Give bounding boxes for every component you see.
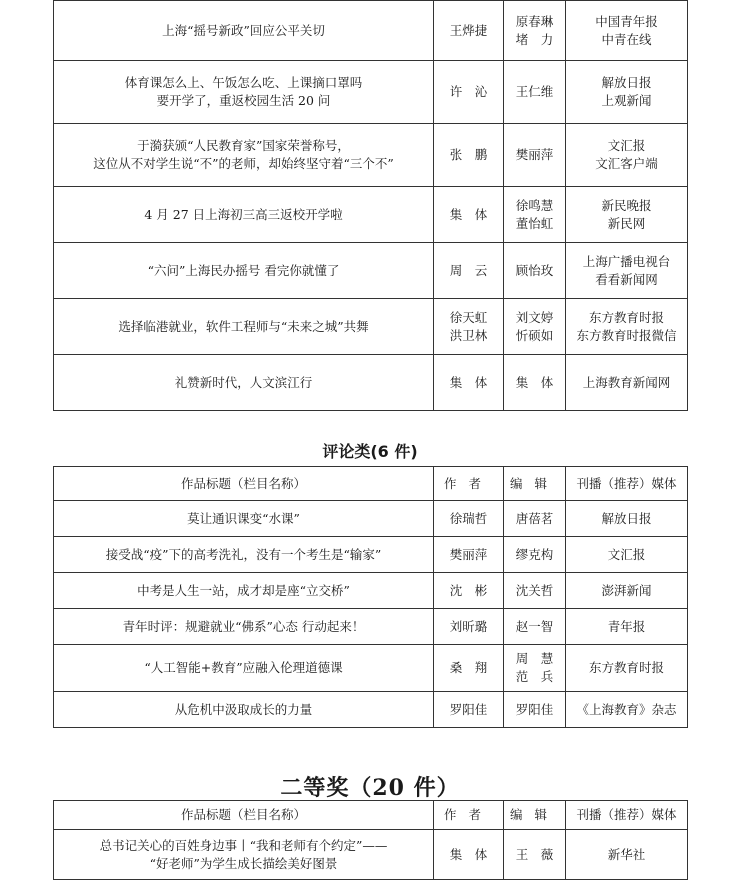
media-line: 上观新闻: [601, 93, 652, 108]
editor-cell: [504, 573, 566, 609]
media-line: 新华社: [607, 846, 646, 862]
author-line: 集 体: [449, 206, 488, 222]
title-line: “六问”上海民办摇号 看完你就懂了: [147, 262, 340, 278]
title-cell: [54, 501, 434, 537]
author-cell: [434, 355, 504, 411]
editor-line: 樊丽萍: [515, 147, 554, 162]
media-cell: [566, 243, 688, 299]
title-cell: [54, 537, 434, 573]
author-line: 集 体: [449, 846, 488, 862]
author-line: 许 沁: [449, 84, 488, 99]
media-line: 澎湃新闻: [601, 582, 652, 598]
media-line: 《上海教育》杂志: [576, 701, 677, 717]
title-line: 这位从不对学生说“不”的老师，却始终坚守着“三个不”: [93, 156, 394, 171]
editor-line: 王 薇: [515, 846, 554, 862]
table-row: [54, 1, 688, 61]
table-row: [54, 355, 688, 411]
commentary-header-row: [54, 467, 688, 501]
author-line: 周 云: [449, 262, 488, 278]
media-cell: [566, 187, 688, 243]
media-line: 上海广播电视台: [582, 253, 671, 269]
media-line: 东方教育时报微信: [576, 327, 677, 343]
editor-cell: [504, 1, 566, 61]
editor-cell: [504, 645, 566, 692]
editor-line: 范 兵: [515, 669, 554, 684]
title-line: 莫让通识课变“水课”: [187, 510, 300, 526]
author-cell: [434, 124, 504, 187]
media-line: 新民网: [607, 215, 646, 231]
top-news-table: [53, 0, 688, 411]
media-cell: [566, 355, 688, 411]
author-cell: [434, 609, 504, 645]
media-cell: [566, 645, 688, 692]
media-line: 青年报: [607, 618, 646, 634]
title-cell: [54, 609, 434, 645]
title-cell: [54, 243, 434, 299]
author-line: 洪卫林: [449, 327, 488, 343]
editor-cell: [504, 124, 566, 187]
editor-line: 赵一智: [515, 618, 554, 634]
title-line: 要开学了，重返校园生活 20 问: [156, 93, 331, 108]
media-cell: [566, 1, 688, 61]
table-row: [54, 61, 688, 124]
media-cell: [566, 501, 688, 537]
media-line: 上海教育新闻网: [582, 374, 671, 390]
commentary-table-body: [54, 501, 688, 728]
author-cell: [434, 692, 504, 728]
media-line: 文汇客户端: [595, 156, 658, 171]
title-line: 选择临港就业，软件工程师与“未来之城”共舞: [118, 318, 369, 334]
media-line: 看看新闻网: [595, 271, 658, 287]
media-line: 东方教育时报: [588, 309, 664, 325]
media-line: 东方教育时报: [588, 660, 664, 675]
author-line: 张 鹏: [449, 147, 488, 162]
author-cell: [434, 537, 504, 573]
title-cell: [54, 187, 434, 243]
author-cell: [434, 299, 504, 355]
table-row: [54, 609, 688, 645]
media-cell: [566, 537, 688, 573]
title-line: 青年时评：规避就业“佛系”心态 行动起来！: [122, 618, 365, 634]
author-cell: [434, 1, 504, 61]
media-line: 中青在线: [601, 31, 652, 47]
media-line: 解放日报: [601, 510, 652, 526]
top-table-body: [54, 1, 688, 411]
second-prize-header-row: [54, 801, 688, 830]
media-cell: [566, 299, 688, 355]
editor-line: 忻硕如: [515, 327, 554, 343]
media-cell: [566, 609, 688, 645]
editor-line: 顾怡玫: [515, 262, 554, 278]
title-line: 于漪获颁“人民教育家”国家荣誉称号，: [137, 138, 350, 153]
author-cell: [434, 187, 504, 243]
author-line: 樊丽萍: [449, 546, 488, 562]
title-line: 上海“摇号新政”回应公平关切: [162, 22, 325, 38]
header-title-cell: 作品标题（栏目名称）: [54, 801, 434, 830]
editor-line: 唐蓓茗: [515, 510, 554, 526]
editor-cell: [504, 501, 566, 537]
title-cell: [54, 573, 434, 609]
title-line: 接受战“疫”下的高考洗礼，没有一个考生是“输家”: [105, 546, 382, 562]
header-author-cell: 作者: [434, 801, 504, 830]
table-row: [54, 299, 688, 355]
editor-cell: [504, 830, 566, 880]
title-line: 4 月 27 日上海初三高三返校开学啦: [144, 206, 343, 222]
author-cell: [434, 830, 504, 880]
title-line: “人工智能+教育”应融入伦理道德课: [144, 660, 343, 675]
title-cell: [54, 645, 434, 692]
editor-line: 原春琳: [515, 13, 554, 29]
header-title-cell: 作品标题（栏目名称）: [54, 467, 434, 501]
title-line: 总书记关心的百姓身边事丨“我和老师有个约定”——: [99, 837, 388, 853]
media-line: 文汇报: [607, 546, 646, 562]
second-prize-table: [53, 800, 688, 880]
media-cell: [566, 830, 688, 880]
editor-cell: [504, 299, 566, 355]
title-cell: [54, 355, 434, 411]
table-row: [54, 243, 688, 299]
title-line: 礼赞新时代，人文滨江行: [174, 374, 313, 390]
editor-cell: [504, 692, 566, 728]
table-row: [54, 645, 688, 692]
media-line: 中国青年报: [595, 13, 658, 29]
author-cell: [434, 645, 504, 692]
media-cell: [566, 692, 688, 728]
editor-line: 徐鸣慧: [515, 197, 554, 213]
editor-cell: [504, 243, 566, 299]
title-cell: [54, 299, 434, 355]
editor-line: 罗阳佳: [515, 701, 554, 717]
editor-line: 周 慧: [515, 651, 554, 666]
media-cell: [566, 61, 688, 124]
title-cell: [54, 124, 434, 187]
author-line: 王烨捷: [449, 22, 488, 38]
author-line: 罗阳佳: [449, 701, 488, 717]
header-author-cell: 作者: [434, 467, 504, 501]
title-cell: [54, 692, 434, 728]
editor-cell: [504, 609, 566, 645]
media-line: 解放日报: [601, 75, 652, 90]
commentary-table: [53, 466, 688, 728]
author-cell: [434, 573, 504, 609]
title-line: “好老师”为学生成长描绘美好图景: [149, 855, 338, 871]
media-line: 新民晚报: [601, 197, 652, 213]
table-row: [54, 537, 688, 573]
editor-cell: [504, 187, 566, 243]
title-line: 体育课怎么上、午饭怎么吃、上课摘口罩吗: [124, 75, 363, 90]
editor-line: 王仁维: [515, 84, 554, 99]
header-editor-cell: 编辑: [504, 467, 566, 501]
editor-cell: [504, 355, 566, 411]
header-media-cell: 刊播（推荐）媒体: [566, 801, 688, 830]
second-prize-table-body: [54, 830, 688, 880]
author-line: 徐瑞哲: [449, 510, 488, 526]
editor-line: 董怡虹: [515, 215, 554, 231]
author-cell: [434, 501, 504, 537]
table-row: [54, 573, 688, 609]
table-row: [54, 692, 688, 728]
media-cell: [566, 573, 688, 609]
editor-line: 沈关哲: [515, 582, 554, 598]
editor-line: 堵 力: [515, 31, 554, 47]
author-line: 集 体: [449, 374, 488, 390]
editor-line: 刘文婷: [515, 309, 554, 325]
media-line: 文汇报: [607, 138, 646, 153]
title-line: 中考是人生一站，成才却是座“立交桥”: [137, 582, 350, 598]
table-row: [54, 501, 688, 537]
title-cell: [54, 830, 434, 880]
second-prize-heading: 二等奖（20 件）: [280, 775, 460, 801]
author-line: 刘昕璐: [449, 618, 488, 634]
title-cell: [54, 1, 434, 61]
editor-line: 集 体: [515, 374, 554, 390]
header-editor-cell: 编辑: [504, 801, 566, 830]
editor-cell: [504, 61, 566, 124]
editor-cell: [504, 537, 566, 573]
title-line: 从危机中汲取成长的力量: [174, 701, 313, 717]
author-cell: [434, 243, 504, 299]
table-row: [54, 187, 688, 243]
media-cell: [566, 124, 688, 187]
author-line: 徐天虹: [449, 309, 488, 325]
table-row: [54, 124, 688, 187]
table-row: [54, 830, 688, 880]
title-cell: [54, 61, 434, 124]
header-media-cell: 刊播（推荐）媒体: [566, 467, 688, 501]
author-cell: [434, 61, 504, 124]
author-line: 沈 彬: [449, 582, 488, 598]
author-line: 桑 翔: [449, 660, 488, 675]
commentary-heading: 评论类(6 件): [322, 442, 418, 461]
editor-line: 缪克构: [515, 546, 554, 562]
